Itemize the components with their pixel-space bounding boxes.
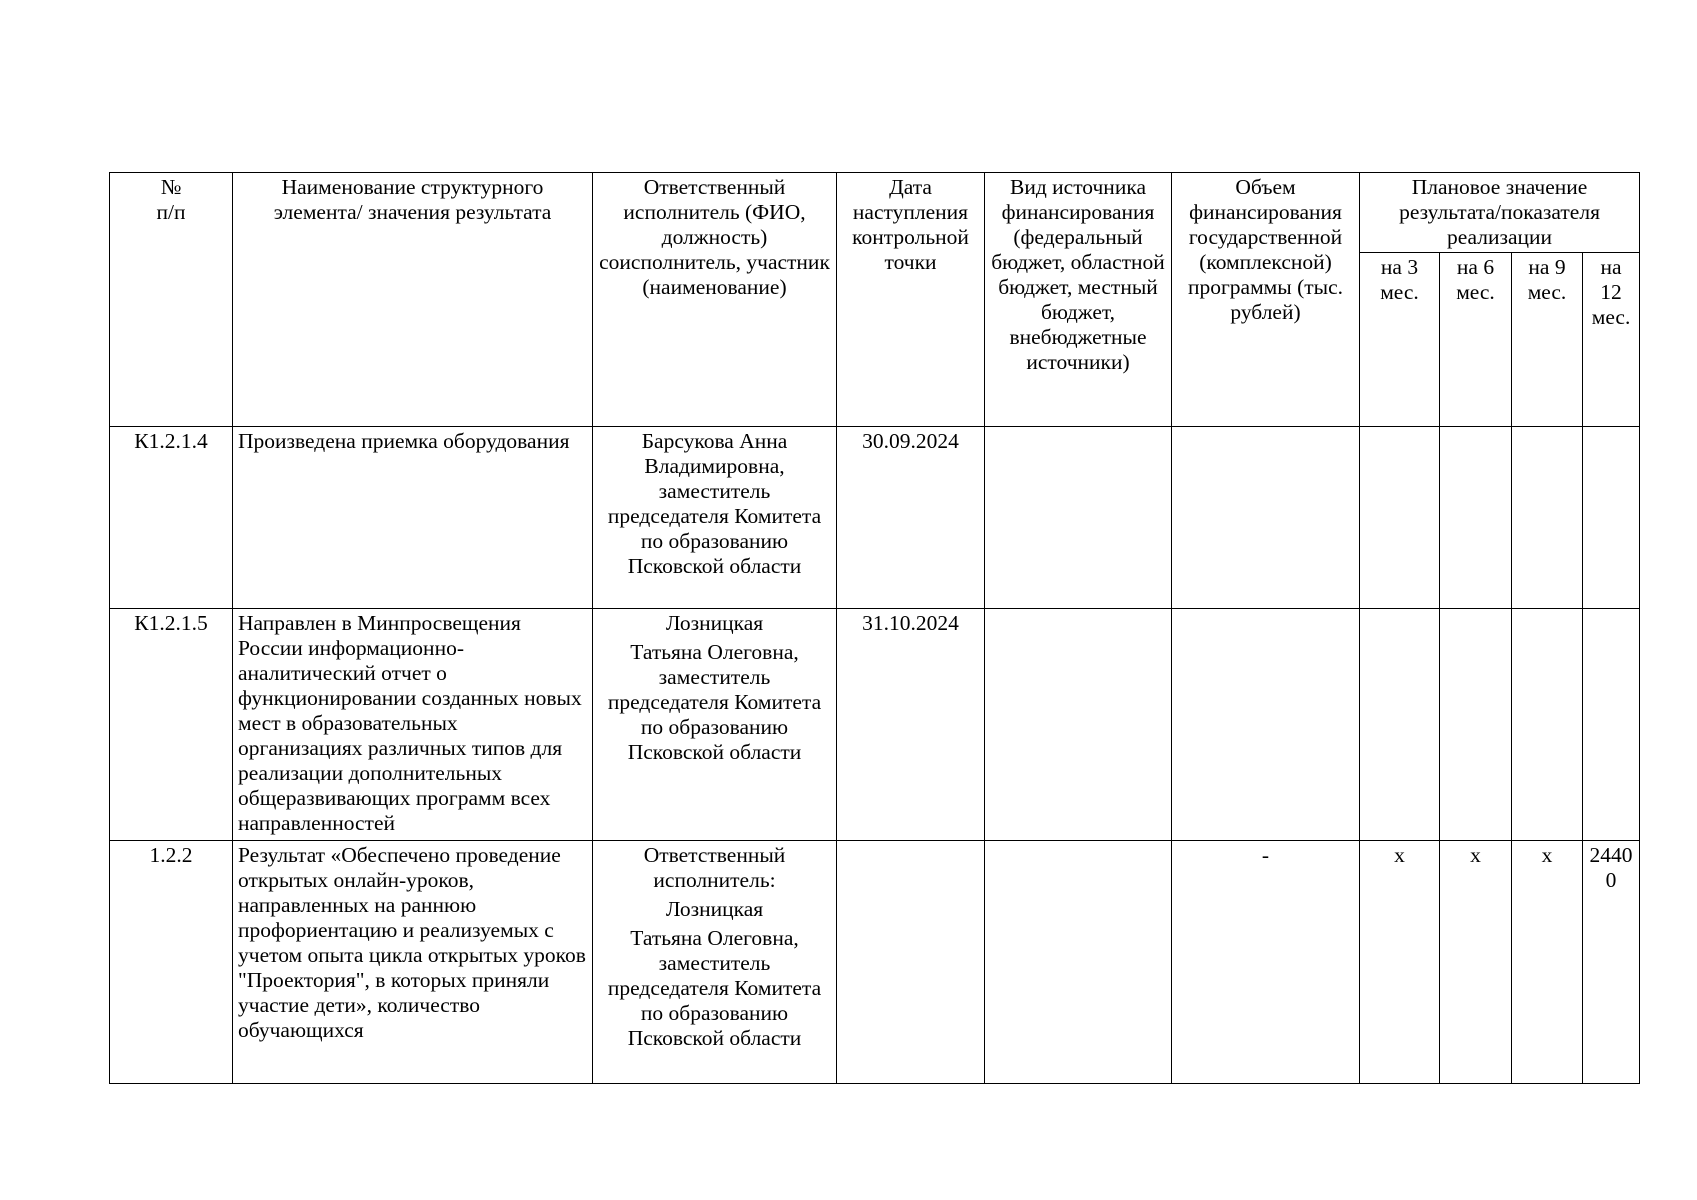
row-m9 — [1512, 427, 1583, 609]
header-num: № п/п — [110, 173, 233, 427]
row-m6: x — [1440, 841, 1512, 1084]
row-m3 — [1360, 609, 1440, 841]
row-m12 — [1583, 427, 1640, 609]
row-source — [985, 609, 1172, 841]
row-m3 — [1360, 427, 1440, 609]
table-row — [110, 841, 1640, 1084]
row-m9: x — [1512, 841, 1583, 1084]
row-m12: 24400 — [1583, 841, 1640, 1084]
header-m12: на 12 мес. — [1583, 253, 1640, 427]
header-source: Вид источника финансирования (федеральный бюджет, областной бюджет, местный бюджет, внебюджетные источники) — [985, 173, 1172, 427]
header-m9: на 9 мес. — [1512, 253, 1583, 427]
row-date: 31.10.2024 — [837, 609, 985, 841]
responsible-line: Татьяна Олеговна, заместитель председателя Комитета по образованию Псковской области — [607, 640, 822, 764]
row-m12 — [1583, 609, 1640, 841]
row-m6 — [1440, 427, 1512, 609]
row-responsible — [593, 841, 837, 1084]
table-row — [110, 609, 1640, 841]
row-num: К1.2.1.4 — [110, 427, 233, 609]
row-name: Результат «Обеспечено проведение открытых онлайн-уроков, направленных на раннюю профориентацию и реализуемых с учетом опыта цикла открытых уроков "Проектория", в которых приняли участие дети», количество обучающихся — [233, 841, 593, 1084]
header-date: Дата наступления контрольной точки — [837, 173, 985, 427]
row-date — [837, 841, 985, 1084]
row-num: 1.2.2 — [110, 841, 233, 1084]
row-responsible — [593, 427, 837, 609]
responsible-line: Татьяна Олеговна, заместитель председателя Комитета по образованию Псковской области — [607, 926, 822, 1050]
row-source — [985, 427, 1172, 609]
plan-table — [109, 172, 1640, 1084]
row-m3: x — [1360, 841, 1440, 1084]
row-m6 — [1440, 609, 1512, 841]
row-volume — [1172, 427, 1360, 609]
responsible-line: Лозницкая — [665, 611, 764, 635]
row-m9 — [1512, 609, 1583, 841]
row-responsible — [593, 609, 837, 841]
header-plan: Плановое значение результата/показателя реализации — [1360, 173, 1640, 253]
header-volume: Объем финансирования государственной (комплексной) программы (тыс. рублей) — [1172, 173, 1360, 427]
row-num: К1.2.1.5 — [110, 609, 233, 841]
row-volume: - — [1172, 841, 1360, 1084]
header-responsible: Ответственный исполнитель (ФИО, должность) соисполнитель, участник (наименование) — [593, 173, 837, 427]
row-name: Направлен в Минпросвещения России информационно-аналитический отчет о функционировании созданных новых мест в образовательных организациях различных типов для реализации дополнительных общеразвивающих программ всех направленностей — [233, 609, 593, 841]
header-m3: на 3 мес. — [1360, 253, 1440, 427]
row-volume — [1172, 609, 1360, 841]
row-source — [985, 841, 1172, 1084]
header-name: Наименование структурного элемента/ значения результата — [233, 173, 593, 427]
table-row — [110, 427, 1640, 609]
responsible-line: Барсукова Анна Владимировна, заместитель председателя Комитета по образованию Псковской области — [607, 429, 822, 578]
row-date: 30.09.2024 — [837, 427, 985, 609]
row-name: Произведена приемка оборудования — [233, 427, 593, 609]
responsible-line: Ответственный исполнитель: — [643, 843, 786, 892]
header-m6: на 6 мес. — [1440, 253, 1512, 427]
responsible-line: Лозницкая — [665, 897, 764, 921]
